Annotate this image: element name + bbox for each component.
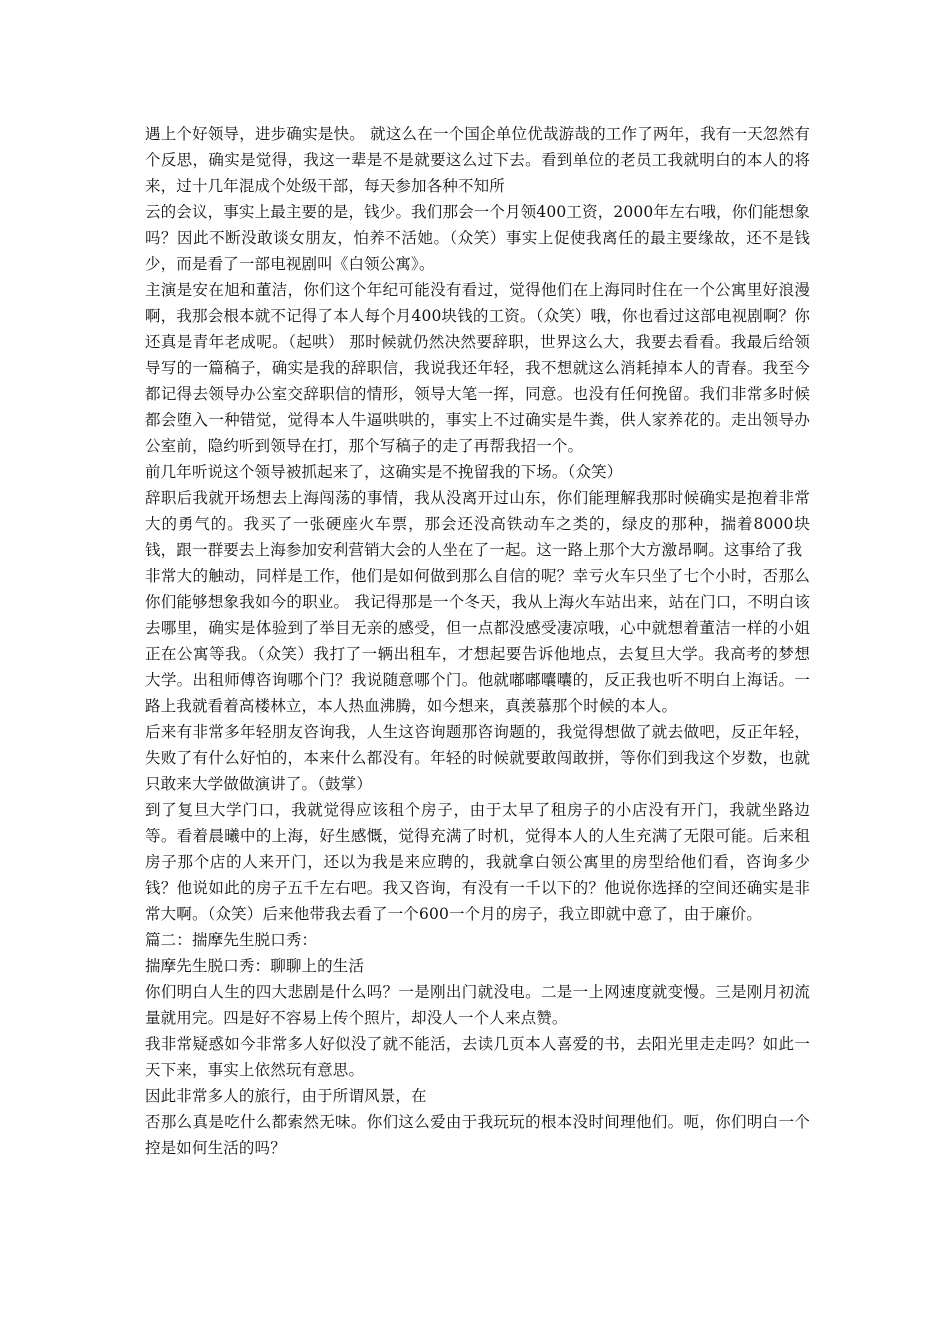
paragraph-8: 到了复旦大学门口，我就觉得应该租个房子，由于太早了租房子的小店没有开门，我就坐路边等。看着晨曦中的上海，好生感慨，觉得充满了时机，觉得本人的人生充满了无限可能。后来租房子那个店的人来开门，还以为我是来应聘的，我就拿白领公寓里的房型给他们看，咨询多少钱？他说如此的房子五千左右吧。我又咨询，有没有一千以下的？他说你选择的空间还确实是非常大啊。（众笑）后来他带我去看了一个600一个月的房子，我立即就中意了，由于廉价。: [145, 801, 810, 923]
document-body: [145, 121, 810, 1161]
paragraph-9: 你们明白人生的四大悲剧是什么吗？一是刚出门就没电。二是一上网速度就变慢。三是刚月初流量就用完。四是好不容易上传个照片，却没人一个人来点赞。: [145, 983, 810, 1027]
section-subtitle: 揣摩先生脱口秀：聊聊上的生活: [145, 957, 365, 975]
paragraph-5: 辞职后我就开场想去上海闯荡的事情，我从没离开过山东，你们能理解我那时候确实是抱着非常大的勇气的。我买了一张硬座火车票，那会还没高铁动车之类的，绿皮的那种，揣着8000块钱，跟一群要去上海参加安利营销大会的人坐在了一起。这一路上那个大方激昂啊。这事给了我: [145, 489, 810, 559]
paragraph-12: 否那么真是吃什么都索然无味。你们这么爱由于我玩玩的根本没时间理他们。呃，你们明白一个控是如何生活的吗？: [145, 1113, 810, 1157]
paragraph-11: 因此非常多人的旅行，由于所谓风景，在: [145, 1087, 427, 1105]
paragraph-1: 遇上个好领导，进步确实是快。 就这么在一个国企单位优哉游哉的工作了两年，我有一天忽然有个反思，确实是觉得，我这一辈是不是就要这么过下去。看到单位的老员工我就明白的本人的将来，过十几年混成个处级干部，每天参加各种不知所: [145, 125, 810, 195]
paragraph-4: 前几年听说这个领导被抓起来了，这确实是不挽留我的下场。（众笑）: [145, 463, 623, 481]
paragraph-2: 云的会议，事实上最主要的是，钱少。我们那会一个月领400工资，2000年左右哦，你们能想象吗？因此不断没敢谈女朋友，怕养不活她。（众笑）事实上促使我离任的最主要缘故，还不是钱少，而是看了一部电视剧叫《白领公寓》。: [145, 203, 810, 273]
paragraph-6: 非常大的触动，同样是工作，他们是如何做到那么自信的呢？幸亏火车只坐了七个小时，否那么你们能够想象我如今的职业。 我记得那是一个冬天，我从上海火车站出来，站在门口，不明白该去哪里，确实是体验到了举目无亲的感受，但一点都没感受凄凉哦，心中就想着董洁一样的小姐正在公寓等我。（众笑）我打了一辆出租车，才想起要告诉他地点，去复旦大学。我高考的梦想大学。出租师傅咨询哪个门？我说随意哪个门。他就嘟嘟囔囔的，反正我也听不明白上海话。一路上我就看着高楼林立，本人热血沸腾，如今想来，真羡慕那个时候的本人。: [145, 567, 810, 715]
paragraph-3: 主演是安在旭和董洁，你们这个年纪可能没有看过，觉得他们在上海同时住在一个公寓里好浪漫啊，我那会根本就不记得了本人每个月400块钱的工资。（众笑）哦，你也看过这部电视剧啊？你还真是青年老成呢。（起哄） 那时候就仍然决然要辞职，世界这么大，我要去看看。我最后给领导写的一篇稿子，确实是我的辞职信，我说我还年轻，我不想就这么消耗掉本人的青春。我至今都记得去领导办公室交辞职信的情形，领导大笔一挥，同意。也没有任何挽留。我们非常多时候都会堕入一种错觉，觉得本人牛逼哄哄的，事实上不过确实是牛粪，供人家养花的。走出领导办公室前，隐约听到领导在打，那个写稿子的走了再帮我招一个。: [145, 281, 810, 455]
paragraph-10: 我非常疑惑如今非常多人好似没了就不能活，去读几页本人喜爱的书，去阳光里走走吗？如此一天下来，事实上依然玩有意思。: [145, 1035, 810, 1079]
paragraph-7: 后来有非常多年轻朋友咨询我，人生这咨询题那咨询题的，我觉得想做了就去做吧，反正年轻，失败了有什么好怕的，本来什么都没有。年轻的时候就要敢闯敢拼，等你们到我这个岁数，也就只敢来大学做做演讲了。（鼓掌）: [145, 723, 810, 793]
section-heading: 篇二：揣摩先生脱口秀：: [145, 931, 318, 949]
